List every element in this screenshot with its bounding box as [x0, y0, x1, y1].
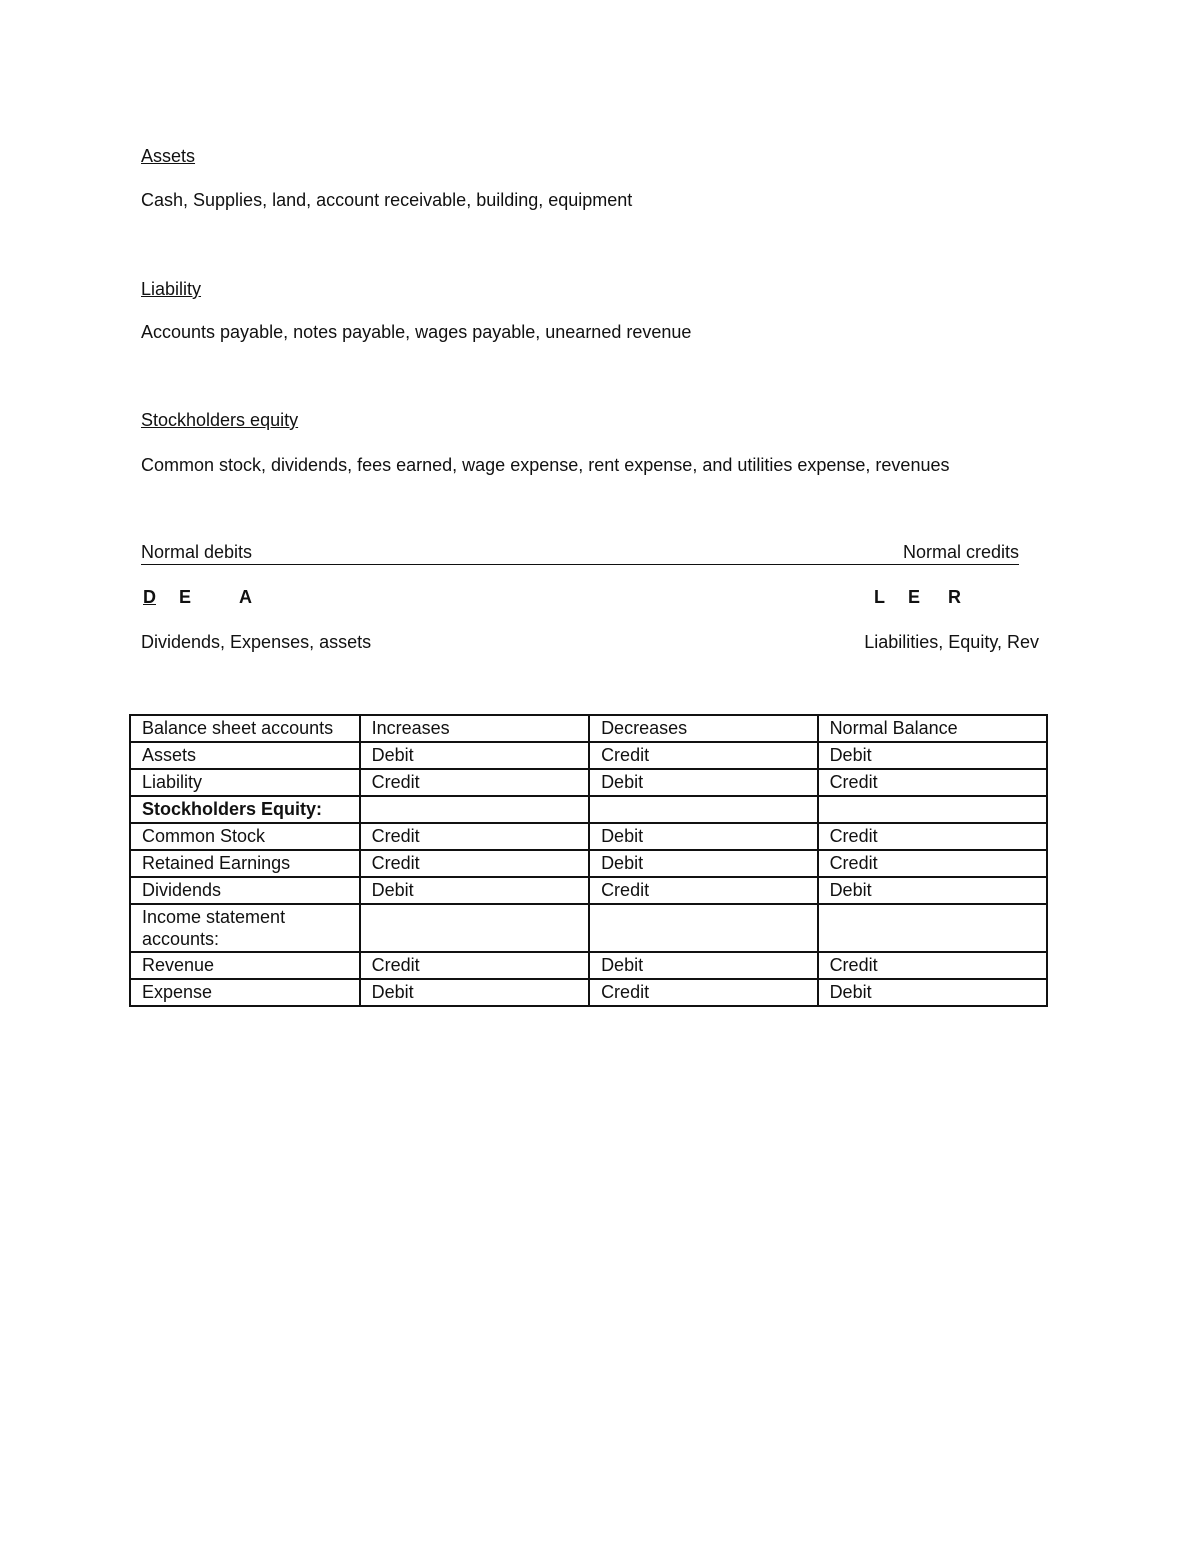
- table-cell: Dividends: [130, 877, 360, 904]
- table-row: [130, 769, 1047, 796]
- account-rules-table: [129, 714, 1048, 1007]
- normal-debits-label: Normal debits: [141, 542, 253, 562]
- debit-letter-e: E: [179, 587, 192, 607]
- table-cell: Debit: [589, 769, 818, 796]
- table-cell: [818, 904, 1047, 952]
- header-cell: Increases: [360, 715, 589, 742]
- table-row: [130, 823, 1047, 850]
- table-row: [130, 877, 1047, 904]
- table-cell: Debit: [818, 742, 1047, 769]
- table-section-row: [130, 904, 1047, 952]
- table-cell: Expense: [130, 979, 360, 1006]
- credit-letter-l: L: [874, 587, 885, 607]
- normal-credits-text: Liabilities, Equity, Rev: [864, 632, 1039, 652]
- table-cell: [360, 904, 589, 952]
- section-label-cell: Stockholders Equity:: [130, 796, 360, 823]
- table-header-row: [130, 715, 1047, 742]
- table-cell: [589, 796, 818, 823]
- table-cell: [589, 904, 818, 952]
- table-cell: Assets: [130, 742, 360, 769]
- table-cell: Debit: [589, 850, 818, 877]
- equity-list: Common stock, dividends, fees earned, wage expense, rent expense, and utilities expense, revenues: [141, 455, 950, 475]
- table-cell: Liability: [130, 769, 360, 796]
- table-cell: Credit: [589, 877, 818, 904]
- table-cell: Debit: [818, 877, 1047, 904]
- normal-debits-text: Dividends, Expenses, assets: [141, 632, 372, 652]
- assets-heading: Assets: [141, 146, 196, 166]
- table-cell: Debit: [818, 979, 1047, 1006]
- credit-letter-e: E: [908, 587, 921, 607]
- table-row: [130, 742, 1047, 769]
- table-cell: Credit: [818, 769, 1047, 796]
- table-cell: Credit: [818, 823, 1047, 850]
- normal-credits-label: Normal credits: [902, 542, 1019, 562]
- table-cell: Debit: [360, 877, 589, 904]
- equity-heading: Stockholders equity: [141, 410, 299, 430]
- table-cell: Credit: [589, 742, 818, 769]
- table-row: [130, 850, 1047, 877]
- table-cell: Credit: [818, 952, 1047, 979]
- assets-list: Cash, Supplies, land, account receivable, building, equipment: [141, 190, 633, 210]
- table-cell: Credit: [360, 823, 589, 850]
- table-section-row: [130, 796, 1047, 823]
- normal-balance-header-line: [141, 542, 1019, 565]
- table-cell: Credit: [360, 850, 589, 877]
- table-cell: [818, 796, 1047, 823]
- table-cell: Credit: [589, 979, 818, 1006]
- table-cell: Credit: [360, 952, 589, 979]
- table-cell: Debit: [360, 742, 589, 769]
- debit-letter-d: D: [143, 587, 156, 607]
- table-cell: [360, 796, 589, 823]
- liability-heading: Liability: [141, 279, 202, 299]
- table-cell: Debit: [589, 952, 818, 979]
- header-cell: Balance sheet accounts: [130, 715, 360, 742]
- table-row: [130, 979, 1047, 1006]
- header-cell: Decreases: [589, 715, 818, 742]
- header-cell: Normal Balance: [818, 715, 1047, 742]
- table-cell: Credit: [818, 850, 1047, 877]
- table-cell: Revenue: [130, 952, 360, 979]
- table-cell: Debit: [360, 979, 589, 1006]
- liability-list: Accounts payable, notes payable, wages payable, unearned revenue: [141, 322, 692, 342]
- table-cell: Retained Earnings: [130, 850, 360, 877]
- table-row: [130, 952, 1047, 979]
- debit-letter-a: A: [239, 587, 252, 607]
- table-cell: Debit: [589, 823, 818, 850]
- table-cell: Credit: [360, 769, 589, 796]
- credit-letter-r: R: [948, 587, 961, 607]
- table-cell: Common Stock: [130, 823, 360, 850]
- section-label-cell: Income statement accounts:: [130, 904, 360, 952]
